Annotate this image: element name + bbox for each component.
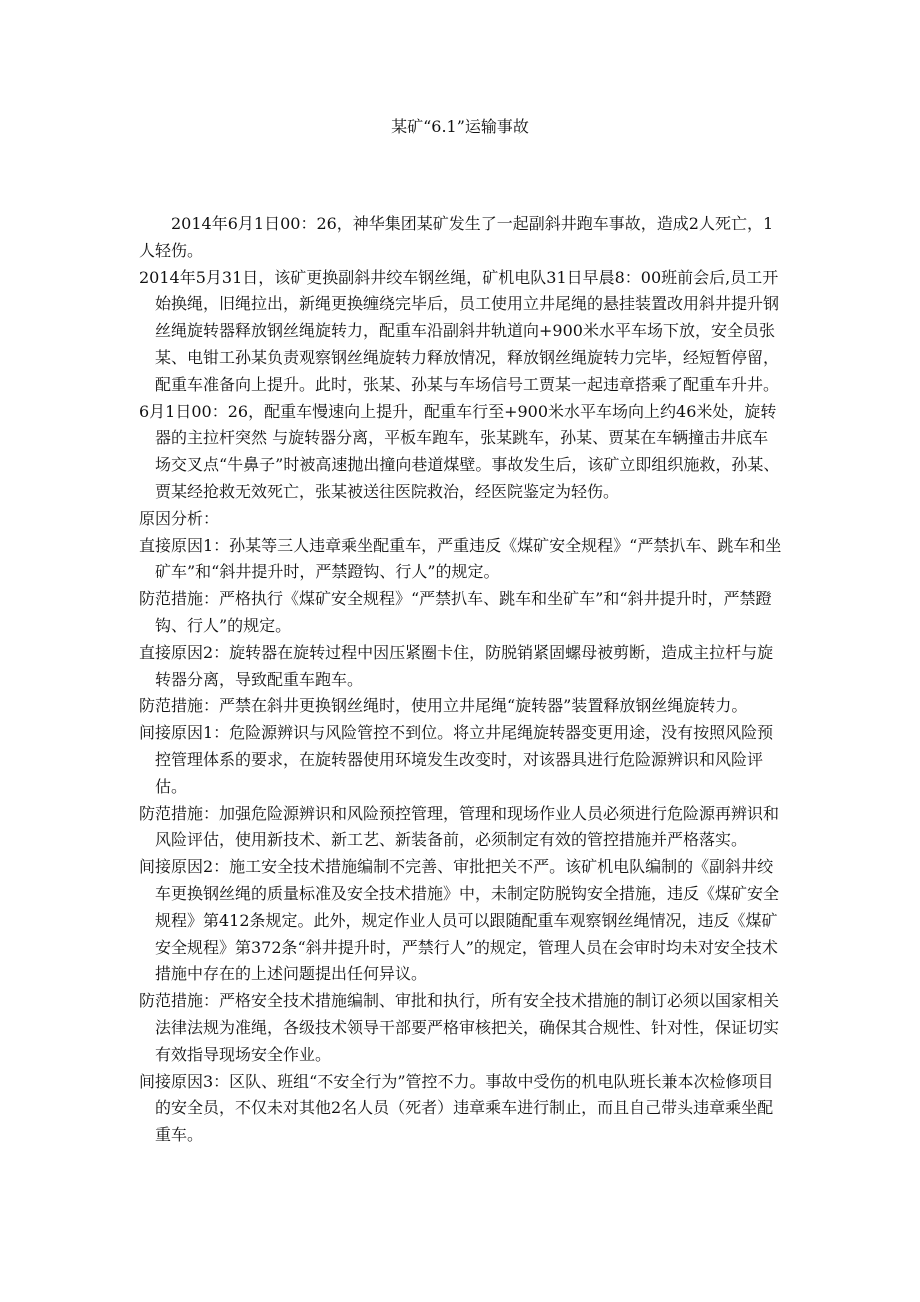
paragraph-direct-cause-1: 直接原因1：孙某等三人违章乘坐配重车，严重违反《煤矿安全规程》“严禁扒车、跳车和坐矿车”和“斜井提升时，严禁蹬钩、行人”的规定。 — [139, 535, 782, 582]
paragraph-accident: 6月1日00：26，配重车慢速向上提升，配重车行至+900米水平车场向上约46米处，旋转器的主拉杆突然 与旋转器分离，平板车跑车，张某跳车，孙某、贾某在车辆撞击井底车场交叉点“牛鼻子”时被高速抛出撞向巷道煤壁。事故发生后，该矿立即组织施救，孙某、贾某经抢救无效死亡，张某被送往医院救治，经医院鉴定为轻伤。 — [139, 401, 780, 501]
paragraph-analysis-heading: 原因分析： — [139, 508, 220, 528]
paragraph-prevention-1: 防范措施：严格执行《煤矿安全规程》“严禁扒车、跳车和坐矿车”和“斜井提升时，严禁蹬钩、行人”的规定。 — [139, 589, 772, 635]
paragraph-indirect-cause-2: 间接原因2：施工安全技术措施编制不完善、审批把关不严。该矿机电队编制的《副斜井绞车更换钢丝绳的质量标准及安全技术措施》中，未制定防脱钩安全措施，违反《煤矿安全规程》第412条规定。此外，规定作业人员可以跟随配重车观察钢丝绳情况，违反《煤矿安全规程》第372条“斜井提升时，严禁行人”的规定，管理人员在会审时均未对安全技术措施中存在的上述问题提出任何异议。 — [139, 857, 780, 984]
paragraph-indirect-cause-1: 间接原因1：危险源辨识与风险管控不到位。将立井尾绳旋转器变更用途，没有按照风险预控管理体系的要求，在旋转器使用环境发生改变时，对该器具进行危险源辨识和风险评估。 — [139, 723, 774, 796]
paragraph-indirect-cause-3: 间接原因3：区队、班组“不安全行为”管控不力。事故中受伤的机电队班长兼本次检修项目的安全员，不仅未对其他2名人员（死者）违章乘车进行制止，而且自己带头违章乘坐配重车。 — [139, 1071, 774, 1145]
paragraph-prevention-3: 防范措施：加强危险源辨识和风险预控管理，管理和现场作业人员必须进行危险源再辨识和风险评估，使用新技术、新工艺、新装备前，必须制定有效的管控措施并严格落实。 — [139, 803, 780, 850]
document-title: 某矿“6.1”运输事故 — [391, 117, 529, 136]
document-body — [139, 211, 784, 1149]
paragraph-background: 2014年5月31日，该矿更换副斜井绞车钢丝绳，矿机电队31日早晨8：00班前会后,员工开始换绳，旧绳拉出，新绳更换缠绕完毕后，员工使用立井尾绳的悬挂装置改用斜井提升钢丝绳旋转器释放钢丝绳旋转力，配重车沿副斜井轨道向+900米水平车场下放，安全员张某、电钳工孙某负责观察钢丝绳旋转力释放情况，释放钢丝绳旋转力完毕，经短暂停留，配重车准备向上提升。此时，张某、孙某与车场信号工贾某一起违章搭乘了配重车升井。 — [139, 267, 780, 394]
paragraph-prevention-4: 防范措施：严格安全技术措施编制、审批和执行，所有安全技术措施的制订必须以国家相关法律法规为准绳，各级技术领导干部要严格审核把关，确保其合规性、针对性，保证切实有效指导现场安全作业。 — [139, 991, 780, 1064]
paragraph-intro: 2014年6月1日00：26，神华集团某矿发生了一起副斜井跑车事故，造成2人死亡，1人轻伤。 — [139, 214, 774, 260]
paragraph-prevention-2: 防范措施：严禁在斜井更换钢丝绳时，使用立井尾绳“旋转器”装置释放钢丝绳旋转力。 — [139, 696, 748, 716]
paragraph-direct-cause-2: 直接原因2：旋转器在旋转过程中因压紧圈卡住，防脱销紧固螺母被剪断，造成主拉杆与旋转器分离，导致配重车跑车。 — [139, 642, 774, 689]
